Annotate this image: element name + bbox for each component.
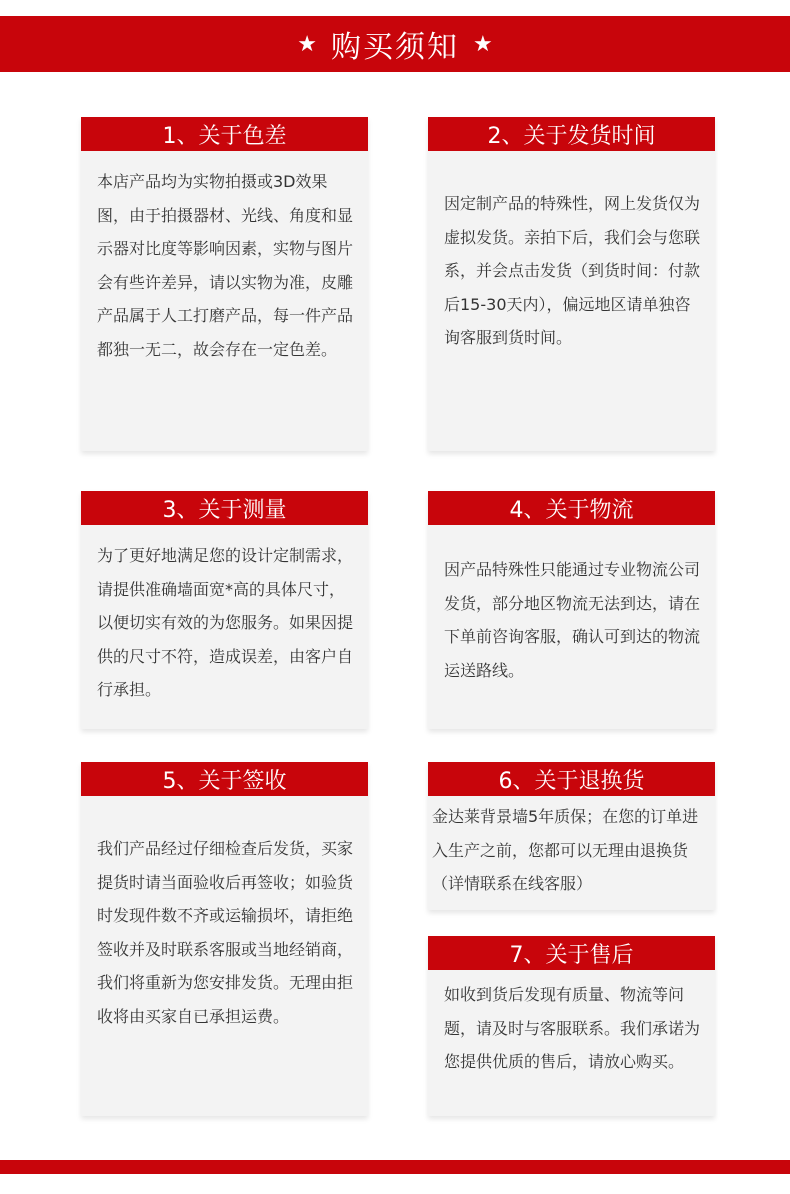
card-heading: 7、关于售后: [428, 936, 715, 970]
notice-card-receipt: [81, 762, 368, 1116]
footer-bar: [0, 1160, 790, 1174]
star-icon-left: ★: [297, 31, 317, 57]
page-title: 购买须知: [331, 30, 459, 65]
notice-card-shipping-time: [428, 117, 715, 451]
card-heading: 6、关于退换货: [428, 762, 715, 796]
card-text: 我们产品经过仔细检查后发货，买家提货时请当面验收后再签收；如验货时发现件数不齐或运输损坏，请拒绝签收并及时联系客服或当地经销商，我们将重新为您安排发货。无理由拒收将由买家自已承担运费。: [97, 839, 354, 1026]
card-text: 因产品特殊性只能通过专业物流公司发货，部分地区物流无法到达，请在下单前咨询客服，确认可到达的物流运送路线。: [444, 560, 701, 680]
card-heading: 4、关于物流: [428, 491, 715, 525]
card-heading: 2、关于发货时间: [428, 117, 715, 151]
card-text: 本店产品均为实物拍摄或3D效果图，由于拍摄器材、光线、角度和显示器对比度等影响因素，实物与图片会有些许差异，请以实物为准，皮雕产品属于人工打磨产品，每一件产品都独一无二，故会存在一定色差。: [97, 172, 354, 359]
card-text: 如收到货后发现有质量、物流等问题，请及时与客服联系。我们承诺为您提供优质的售后，请放心购买。: [444, 985, 701, 1071]
card-heading: 3、关于测量: [81, 491, 368, 525]
notice-card-measurement: [81, 491, 368, 729]
card-heading: 5、关于签收: [81, 762, 368, 796]
notice-card-color-difference: [81, 117, 368, 451]
card-text: 金达莱背景墙5年质保；在您的订单进入生产之前，您都可以无理由退换货（详情联系在线客服）: [432, 807, 699, 893]
notice-card-after-sales: [428, 936, 715, 1116]
card-heading: 1、关于色差: [81, 117, 368, 151]
notice-card-logistics: [428, 491, 715, 729]
card-text: 为了更好地满足您的设计定制需求，请提供准确墙面宽*高的具体尺寸，以便切实有效的为您服务。如果因提供的尺寸不符，造成误差，由客户自行承担。: [97, 546, 354, 699]
header-banner: [0, 16, 790, 72]
card-text: 因定制产品的特殊性，网上发货仅为虚拟发货。亲拍下后，我们会与您联系，并会点击发货（到货时间：付款后15-30天内），偏远地区请单独咨询客服到货时间。: [444, 194, 701, 347]
notice-card-returns: [428, 762, 715, 910]
star-icon-right: ★: [473, 31, 493, 57]
